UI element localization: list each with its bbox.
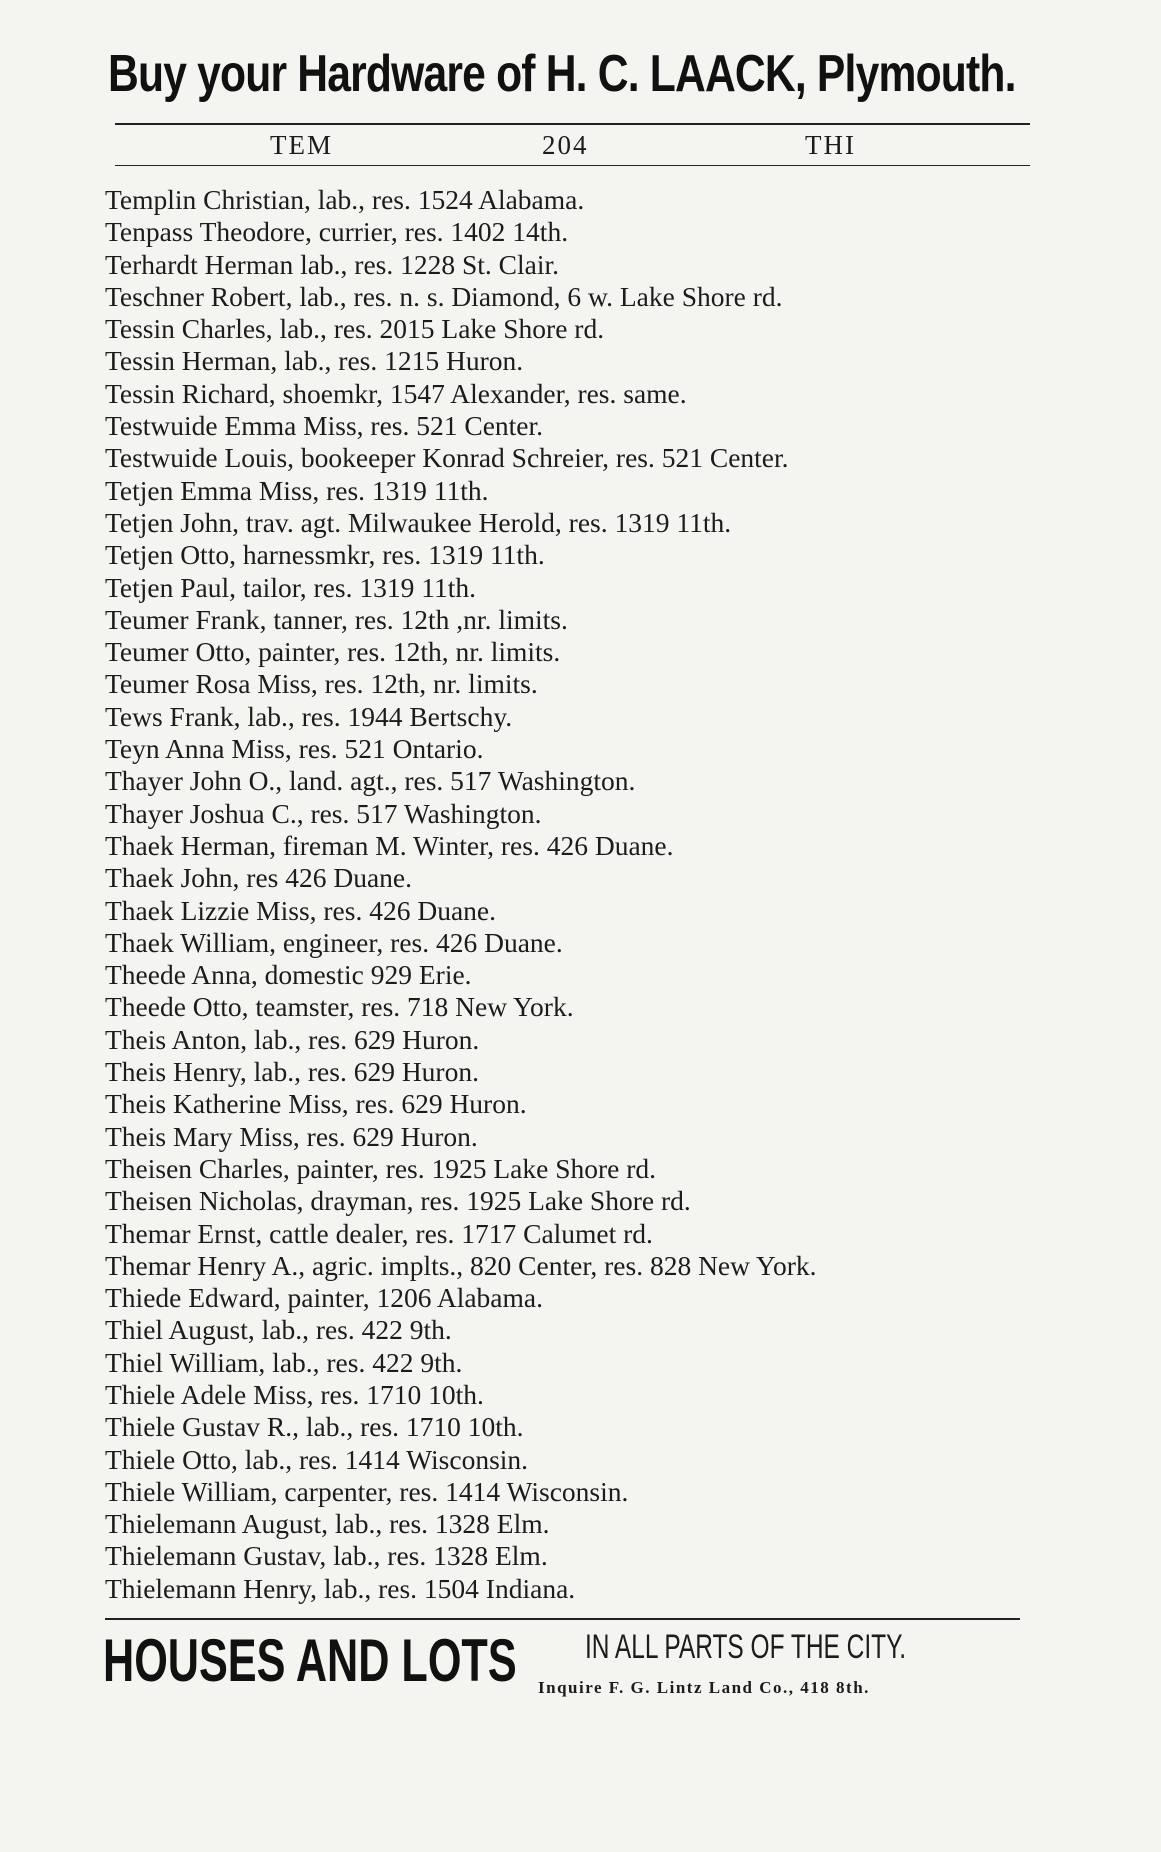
footer-advertisement — [103, 1626, 1033, 1696]
directory-entry: Terhardt Herman lab., res. 1228 St. Clair. — [105, 248, 560, 280]
directory-entry: Theede Otto, teamster, res. 718 New York. — [105, 991, 574, 1023]
directory-entry: Theede Anna, domestic 929 Erie. — [105, 959, 472, 991]
directory-entry: Teumer Rosa Miss, res. 12th, nr. limits. — [105, 668, 538, 700]
directory-entry: Theis Henry, lab., res. 629 Huron. — [105, 1056, 479, 1088]
directory-entry: Thaek Lizzie Miss, res. 426 Duane. — [105, 894, 496, 926]
running-head-right: THI — [805, 130, 856, 160]
directory-entry: Testwuide Emma Miss, res. 521 Center. — [105, 410, 544, 442]
running-head-rule — [115, 165, 1030, 166]
directory-entry: Theis Katherine Miss, res. 629 Huron. — [105, 1088, 527, 1120]
directory-entry: Tessin Charles, lab., res. 2015 Lake Shore rd. — [105, 313, 605, 345]
directory-entries — [105, 184, 1035, 1605]
directory-entry: Tenpass Theodore, currier, res. 1402 14th. — [105, 216, 569, 248]
directory-entry: Tews Frank, lab., res. 1944 Bertschy. — [105, 700, 513, 732]
directory-entry: Thielemann Gustav, lab., res. 1328 Elm. — [105, 1540, 548, 1572]
directory-entry: Testwuide Louis, bookeeper Konrad Schreier, res. 521 Center. — [105, 442, 789, 474]
directory-entry: Teyn Anna Miss, res. 521 Ontario. — [105, 733, 484, 765]
directory-entry: Thaek Herman, fireman M. Winter, res. 426 Duane. — [105, 829, 674, 861]
directory-entry: Thayer John O., land. agt., res. 517 Washington. — [105, 765, 636, 797]
directory-entry: Thielemann August, lab., res. 1328 Elm. — [105, 1508, 550, 1540]
directory-entry: Themar Ernst, cattle dealer, res. 1717 Calumet rd. — [105, 1217, 653, 1249]
directory-entry: Thiel William, lab., res. 422 9th. — [105, 1346, 463, 1378]
directory-entry: Thayer Joshua C., res. 517 Washington. — [105, 797, 542, 829]
footer-rule — [105, 1618, 1020, 1620]
directory-entry: Thiele William, carpenter, res. 1414 Wisconsin. — [105, 1475, 629, 1507]
directory-entry: Tetjen Emma Miss, res. 1319 11th. — [105, 474, 489, 506]
running-head-left: TEM — [270, 130, 333, 160]
directory-entry: Theisen Nicholas, drayman, res. 1925 Lake Shore rd. — [105, 1185, 691, 1217]
directory-entry: Tessin Richard, shoemkr, 1547 Alexander, res. same. — [105, 377, 687, 409]
directory-entry: Thiele Otto, lab., res. 1414 Wisconsin. — [105, 1443, 529, 1475]
directory-entry: Theis Anton, lab., res. 629 Huron. — [105, 1023, 480, 1055]
directory-entry: Teumer Otto, painter, res. 12th, nr. limits. — [105, 636, 561, 668]
header-rule — [115, 123, 1030, 125]
directory-entry: Theisen Charles, painter, res. 1925 Lake Shore rd. — [105, 1152, 657, 1184]
directory-entry: Thaek John, res 426 Duane. — [105, 862, 412, 894]
directory-entry: Templin Christian, lab., res. 1524 Alabama. — [105, 184, 585, 215]
directory-entry: Tetjen Otto, harnessmkr, res. 1319 11th. — [105, 539, 545, 571]
directory-entry: Tetjen Paul, tailor, res. 1319 11th. — [105, 571, 476, 603]
directory-entry: Teschner Robert, lab., res. n. s. Diamond, 6 w. Lake Shore rd. — [105, 280, 783, 312]
directory-entry: Themar Henry A., agric. implts., 820 Center, res. 828 New York. — [105, 1249, 817, 1281]
directory-entry: Teumer Frank, tanner, res. 12th ,nr. limits. — [105, 603, 568, 635]
directory-entry: Thiele Gustav R., lab., res. 1710 10th. — [105, 1411, 524, 1443]
header-advertisement: Buy your Hardware of H. C. LAACK, Plymouth. — [108, 45, 1016, 103]
directory-entry: Thiel August, lab., res. 422 9th. — [105, 1314, 452, 1346]
directory-entry: Thiede Edward, painter, 1206 Alabama. — [105, 1282, 543, 1314]
running-head — [115, 130, 1030, 164]
directory-entry: Thielemann Henry, lab., res. 1504 Indiana. — [105, 1572, 576, 1604]
directory-entry: Tetjen John, trav. agt. Milwaukee Herold, res. 1319 11th. — [105, 506, 732, 538]
directory-entry: Tessin Herman, lab., res. 1215 Huron. — [105, 345, 524, 377]
footer-ad-inquire: Inquire F. G. Lintz Land Co., 418 8th. — [538, 1678, 870, 1697]
footer-ad-headline: HOUSES AND LOTS — [103, 1627, 517, 1694]
directory-entry: Theis Mary Miss, res. 629 Huron. — [105, 1120, 478, 1152]
footer-ad-tagline: IN ALL PARTS OF THE CITY. — [585, 1628, 907, 1666]
directory-entry: Thiele Adele Miss, res. 1710 10th. — [105, 1378, 484, 1410]
page-number: 204 — [542, 130, 589, 160]
directory-entry: Thaek William, engineer, res. 426 Duane. — [105, 926, 563, 958]
